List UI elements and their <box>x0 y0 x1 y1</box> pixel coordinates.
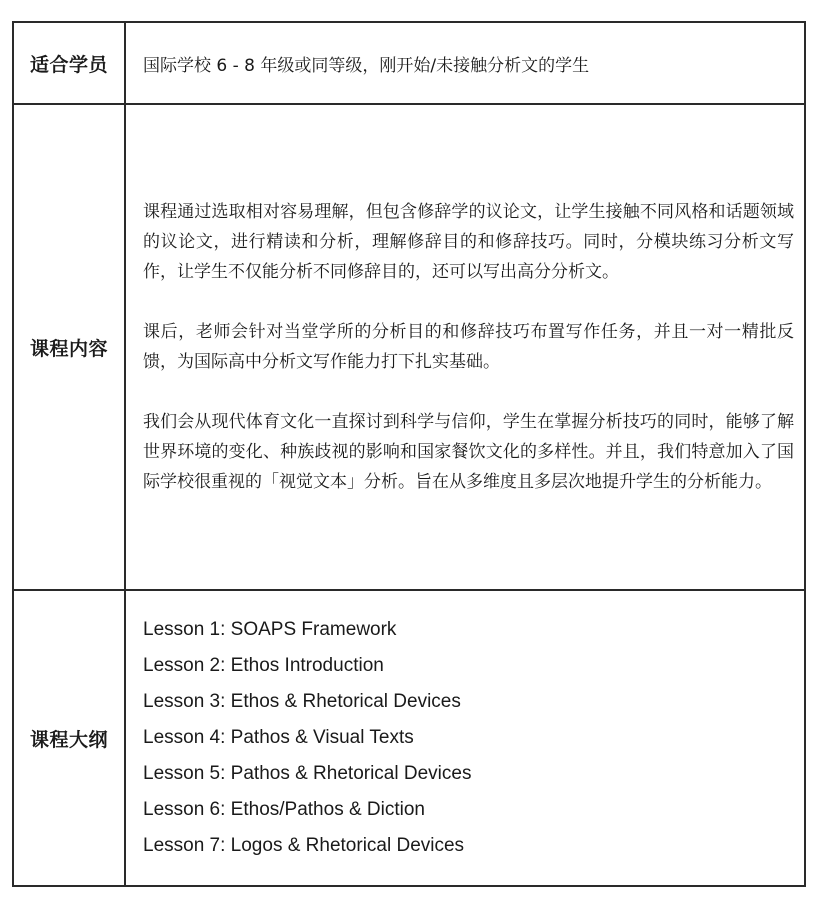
outline-label: 课程大纲 <box>13 590 125 886</box>
lesson-item: Lesson 1: SOAPS Framework <box>143 619 397 640</box>
audience-label: 适合学员 <box>13 22 125 104</box>
content-paragraph-1: 课程通过选取相对容易理解，但包含修辞学的议论文，让学生接触不同风格和话题领域的议论文，进行精读和分析，理解修辞目的和修辞技巧。同时，分模块练习分析文写作，让学生不仅能分析不同修辞目的，还可以写出高分分析文。 <box>143 202 794 282</box>
lesson-item: Lesson 2: Ethos Introduction <box>143 655 384 676</box>
content-paragraph-3: 我们会从现代体育文化一直探讨到科学与信仰，学生在掌握分析技巧的同时，能够了解世界环境的变化、种族歧视的影响和国家餐饮文化的多样性。并且，我们特意加入了国际学校很重视的「视觉文本」分析。旨在从多维度且多层次地提升学生的分析能力。 <box>143 412 794 492</box>
lesson-list <box>143 612 804 864</box>
content-paragraph-2: 课后，老师会针对当堂学所的分析目的和修辞技巧布置写作任务，并且一对一精批反馈，为国际高中分析文写作能力打下扎实基础。 <box>143 322 794 372</box>
lesson-item: Lesson 7: Logos & Rhetorical Devices <box>143 835 465 856</box>
outline-body <box>125 590 805 886</box>
audience-text: 国际学校 6 - 8 年级或同等级，刚开始/未接触分析文的学生 <box>125 22 805 104</box>
lesson-item: Lesson 3: Ethos & Rhetorical Devices <box>143 691 461 712</box>
content-label: 课程内容 <box>13 104 125 590</box>
lesson-item: Lesson 4: Pathos & Visual Texts <box>143 727 414 748</box>
audience-row <box>13 22 805 104</box>
content-row <box>13 104 805 590</box>
lesson-item: Lesson 6: Ethos/Pathos & Diction <box>143 799 425 820</box>
lesson-item: Lesson 5: Pathos & Rhetorical Devices <box>143 763 472 784</box>
outline-row <box>13 590 805 886</box>
content-body <box>125 104 805 590</box>
course-info-table <box>12 21 806 887</box>
